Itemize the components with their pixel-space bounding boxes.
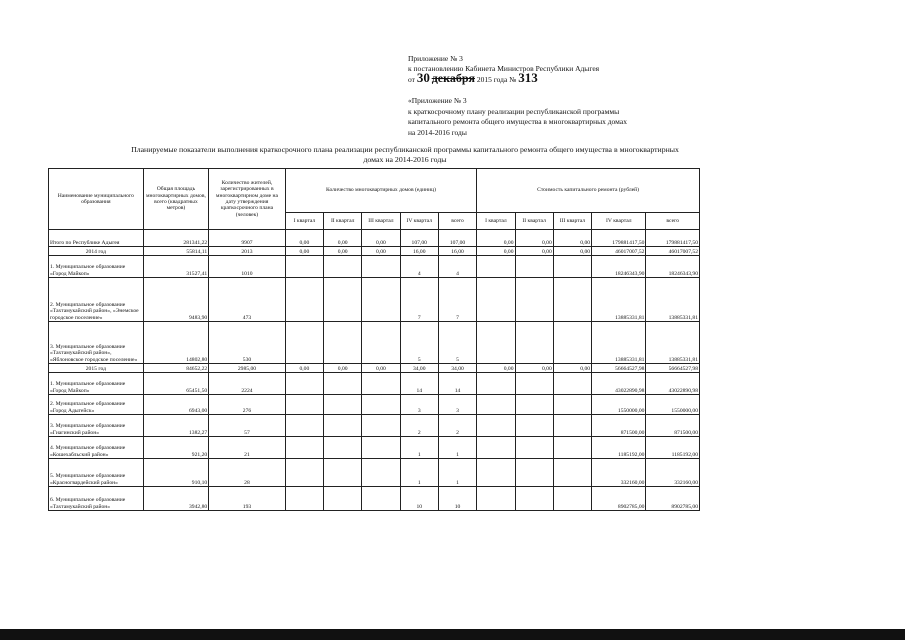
cell-cost: 0,00: [477, 230, 515, 247]
table-body: [49, 230, 700, 511]
cell-name: 1. Муниципальное образование «Город Майкоп»: [49, 256, 144, 278]
cell-cost: [515, 256, 553, 278]
cell-area: 281341,22: [143, 230, 208, 247]
cell-houses: [324, 487, 362, 511]
cell-houses: [362, 415, 400, 437]
cell-cost: [515, 459, 553, 487]
cell-houses: 0,00: [285, 230, 323, 247]
cell-area: 921,20: [143, 437, 208, 459]
cell-name: 2015 год: [49, 364, 144, 373]
header-cost-q2: II квартал: [515, 213, 553, 230]
cell-residents: 530: [209, 322, 286, 364]
cell-area: 14802,80: [143, 322, 208, 364]
cell-cost: 0,00: [553, 364, 591, 373]
handwritten-number: 313: [518, 70, 538, 86]
cell-cost: 0,00: [515, 247, 553, 256]
cell-cost: [553, 415, 591, 437]
cell-houses: [285, 487, 323, 511]
cell-name: 6. Муниципальное образование «Тахтамукайский район»: [49, 487, 144, 511]
cell-cost: [515, 395, 553, 415]
cell-cost: 1185192,00: [592, 437, 646, 459]
cell-area: 3942,80: [143, 487, 208, 511]
table-row: [49, 278, 700, 322]
table-row: [49, 247, 700, 256]
cell-houses: [285, 256, 323, 278]
cell-cost: 8902785,00: [592, 487, 646, 511]
cell-houses: 107,00: [438, 230, 476, 247]
cell-cost: [477, 278, 515, 322]
cell-cost: [477, 373, 515, 395]
cell-houses: 0,00: [285, 364, 323, 373]
cell-houses: [285, 373, 323, 395]
cell-cost: 332160,00: [646, 459, 700, 487]
header-cost-group: Стоимость капитального ремонта (рублей): [477, 169, 700, 213]
cell-houses: 1: [400, 437, 438, 459]
cell-cost: 0,00: [477, 247, 515, 256]
cell-cost: 18246343,90: [592, 256, 646, 278]
cell-houses: [324, 278, 362, 322]
cell-residents: 2985,00: [209, 364, 286, 373]
cell-houses: [285, 278, 323, 322]
cell-cost: [515, 437, 553, 459]
cell-houses: [324, 437, 362, 459]
cell-houses: 10: [400, 487, 438, 511]
cell-houses: [362, 256, 400, 278]
cell-area: 84652,22: [143, 364, 208, 373]
cell-houses: [285, 459, 323, 487]
cell-houses: [324, 373, 362, 395]
cell-cost: [553, 459, 591, 487]
cell-houses: 4: [400, 256, 438, 278]
cell-houses: 5: [438, 322, 476, 364]
cell-houses: 0,00: [362, 230, 400, 247]
scan-edge-bar: [0, 629, 905, 640]
cell-houses: 4: [438, 256, 476, 278]
cell-houses: 107,00: [400, 230, 438, 247]
cell-cost: 179881417,50: [592, 230, 646, 247]
header-cost-q3: III квартал: [553, 213, 591, 230]
cell-cost: [553, 278, 591, 322]
header-houses-total: всего: [438, 213, 476, 230]
cell-houses: [324, 322, 362, 364]
cell-houses: 16,00: [438, 247, 476, 256]
cell-cost: 8902785,00: [646, 487, 700, 511]
cell-houses: [324, 459, 362, 487]
cell-houses: 14: [438, 373, 476, 395]
cell-houses: [362, 278, 400, 322]
header-houses-q1: I квартал: [285, 213, 323, 230]
cell-houses: 1: [438, 459, 476, 487]
cell-houses: [362, 437, 400, 459]
cell-houses: 0,00: [362, 364, 400, 373]
cell-name: 5. Муниципальное образование «Красногвардейский район»: [49, 459, 144, 487]
cell-houses: [285, 415, 323, 437]
header-residents: Количество жителей, зарегистрированных в многоквартирном доме на дату утверждения краткосрочного плана (человек): [209, 169, 286, 230]
sub-line-3: капитального ремонта общего имущества в многоквартирных домах: [408, 117, 627, 126]
cell-cost: 43022890,98: [646, 373, 700, 395]
table-row: [49, 487, 700, 511]
cell-cost: 179881417,50: [646, 230, 700, 247]
sub-appendix: [408, 96, 627, 138]
cell-houses: [362, 395, 400, 415]
year-text: 2015 года №: [476, 75, 517, 85]
cell-cost: [553, 395, 591, 415]
table-row: [49, 256, 700, 278]
cell-houses: 0,00: [285, 247, 323, 256]
cell-cost: 332160,00: [592, 459, 646, 487]
cell-cost: [515, 278, 553, 322]
cell-houses: 16,00: [400, 247, 438, 256]
appendix-header: [408, 54, 599, 85]
cell-houses: [362, 322, 400, 364]
cell-residents: 21: [209, 437, 286, 459]
cell-cost: 56664527,98: [646, 364, 700, 373]
cell-area: 65451,50: [143, 373, 208, 395]
cell-houses: 2: [438, 415, 476, 437]
cell-cost: 1185192,00: [646, 437, 700, 459]
appendix-line-1: Приложение № 3: [408, 54, 463, 63]
cell-cost: [477, 415, 515, 437]
cell-area: 31527,41: [143, 256, 208, 278]
table-row: [49, 373, 700, 395]
cell-cost: [477, 322, 515, 364]
cell-cost: 46017007,52: [592, 247, 646, 256]
cell-houses: 0,00: [324, 364, 362, 373]
header-houses-q3: III квартал: [362, 213, 400, 230]
cell-name: 3. Муниципальное образование «Гиагинский район»: [49, 415, 144, 437]
cell-houses: 2: [400, 415, 438, 437]
cell-houses: [285, 395, 323, 415]
cell-houses: [324, 415, 362, 437]
header-cost-q1: I квартал: [477, 213, 515, 230]
cell-cost: 871500,00: [592, 415, 646, 437]
handwritten-month: декабря: [431, 71, 475, 86]
cell-cost: [515, 415, 553, 437]
cell-cost: 13885331,81: [646, 322, 700, 364]
cell-name: 1. Муниципальное образование «Город Майкоп»: [49, 373, 144, 395]
cell-houses: 34,00: [438, 364, 476, 373]
indicators-table: [48, 168, 700, 511]
cell-residents: 1010: [209, 256, 286, 278]
cell-houses: [362, 459, 400, 487]
title-line-1: Планируемые показатели выполнения краткосрочного плана реализации республиканской программы капитального ремонта общего имущества в многоквартирных: [131, 145, 679, 154]
cell-cost: 13885331,81: [646, 278, 700, 322]
cell-name: 4. Муниципальное образование «Кошехабльский район»: [49, 437, 144, 459]
header-cost-q4: IV квартал: [592, 213, 646, 230]
cell-houses: 14: [400, 373, 438, 395]
cell-houses: 5: [400, 322, 438, 364]
sub-line-1: «Приложение № 3: [408, 96, 467, 105]
table-row: [49, 459, 700, 487]
cell-residents: 276: [209, 395, 286, 415]
header-cost-total: всего: [646, 213, 700, 230]
cell-residents: 57: [209, 415, 286, 437]
cell-houses: 0,00: [362, 247, 400, 256]
cell-residents: 473: [209, 278, 286, 322]
cell-cost: [515, 373, 553, 395]
cell-cost: [553, 373, 591, 395]
table-row: [49, 437, 700, 459]
cell-houses: 10: [438, 487, 476, 511]
header-houses-q2: II квартал: [324, 213, 362, 230]
cell-cost: 0,00: [553, 247, 591, 256]
cell-cost: 1550000,00: [646, 395, 700, 415]
table-row: [49, 415, 700, 437]
cell-houses: [362, 373, 400, 395]
cell-cost: [515, 322, 553, 364]
cell-area: 9483,90: [143, 278, 208, 322]
cell-cost: [477, 459, 515, 487]
cell-cost: [553, 487, 591, 511]
cell-cost: 0,00: [515, 364, 553, 373]
cell-houses: 0,00: [324, 230, 362, 247]
cell-houses: 1: [438, 437, 476, 459]
cell-houses: 7: [438, 278, 476, 322]
cell-houses: 3: [438, 395, 476, 415]
cell-cost: [553, 437, 591, 459]
cell-area: 1382,27: [143, 415, 208, 437]
header-houses-q4: IV квартал: [400, 213, 438, 230]
cell-houses: 34,00: [400, 364, 438, 373]
cell-cost: [477, 256, 515, 278]
cell-cost: [477, 395, 515, 415]
document-title: [60, 145, 750, 165]
cell-cost: 56664527,98: [592, 364, 646, 373]
cell-houses: [362, 487, 400, 511]
cell-cost: 1550000,00: [592, 395, 646, 415]
cell-name: 2. Муниципальное образование «Город Адыгейск»: [49, 395, 144, 415]
cell-cost: [553, 256, 591, 278]
handwritten-day: 30: [416, 70, 430, 86]
appendix-line-2: к постановлению Кабинета Министров Республики Адыгея: [408, 63, 600, 73]
cell-cost: [477, 487, 515, 511]
cell-cost: 0,00: [477, 364, 515, 373]
cell-residents: 2224: [209, 373, 286, 395]
cell-houses: [324, 395, 362, 415]
cell-houses: [324, 256, 362, 278]
cell-cost: 46017007,52: [646, 247, 700, 256]
header-name: Наименование муниципального образования: [49, 169, 144, 230]
table-row: [49, 230, 700, 247]
cell-residents: 28: [209, 459, 286, 487]
cell-area: 910,10: [143, 459, 208, 487]
cell-cost: [515, 487, 553, 511]
table-row: [49, 364, 700, 373]
cell-area: 55814,11: [143, 247, 208, 256]
cell-residents: 2013: [209, 247, 286, 256]
sub-line-2: к краткосрочному плану реализации республиканской программы: [408, 106, 620, 116]
cell-cost: 18246343,90: [646, 256, 700, 278]
cell-cost: 871500,00: [646, 415, 700, 437]
cell-residents: 9907: [209, 230, 286, 247]
table-row: [49, 322, 700, 364]
cell-cost: 13885331,81: [592, 278, 646, 322]
cell-cost: 0,00: [515, 230, 553, 247]
cell-houses: [285, 437, 323, 459]
header-area: Общая площадь многоквартирных домов, всего (квадратных метров): [143, 169, 208, 230]
cell-name: Итого по Республике Адыгея: [49, 230, 144, 247]
cell-residents: 193: [209, 487, 286, 511]
header-houses-group: Количество многоквартирных домов (единиц): [285, 169, 476, 213]
cell-houses: 7: [400, 278, 438, 322]
cell-cost: [477, 437, 515, 459]
cell-houses: 1: [400, 459, 438, 487]
appendix-date-line: [408, 70, 599, 86]
cell-cost: 43022890,98: [592, 373, 646, 395]
from-prefix: от: [408, 75, 415, 85]
cell-name: 2. Муниципальное образование «Тахтамукайский район», «Энемское городское поселение»: [49, 278, 144, 322]
cell-name: 2014 год: [49, 247, 144, 256]
cell-area: 6943,00: [143, 395, 208, 415]
cell-houses: 3: [400, 395, 438, 415]
cell-houses: 0,00: [324, 247, 362, 256]
title-line-2: домах на 2014-2016 годы: [363, 155, 447, 164]
table-row: [49, 395, 700, 415]
cell-cost: 0,00: [553, 230, 591, 247]
sub-line-4: на 2014-2016 годы: [408, 127, 467, 137]
cell-name: 3. Муниципальное образование «Тахтамукайский район», «Яблоновское городское поселение»: [49, 322, 144, 364]
cell-cost: 13885331,81: [592, 322, 646, 364]
cell-houses: [285, 322, 323, 364]
cell-cost: [553, 322, 591, 364]
